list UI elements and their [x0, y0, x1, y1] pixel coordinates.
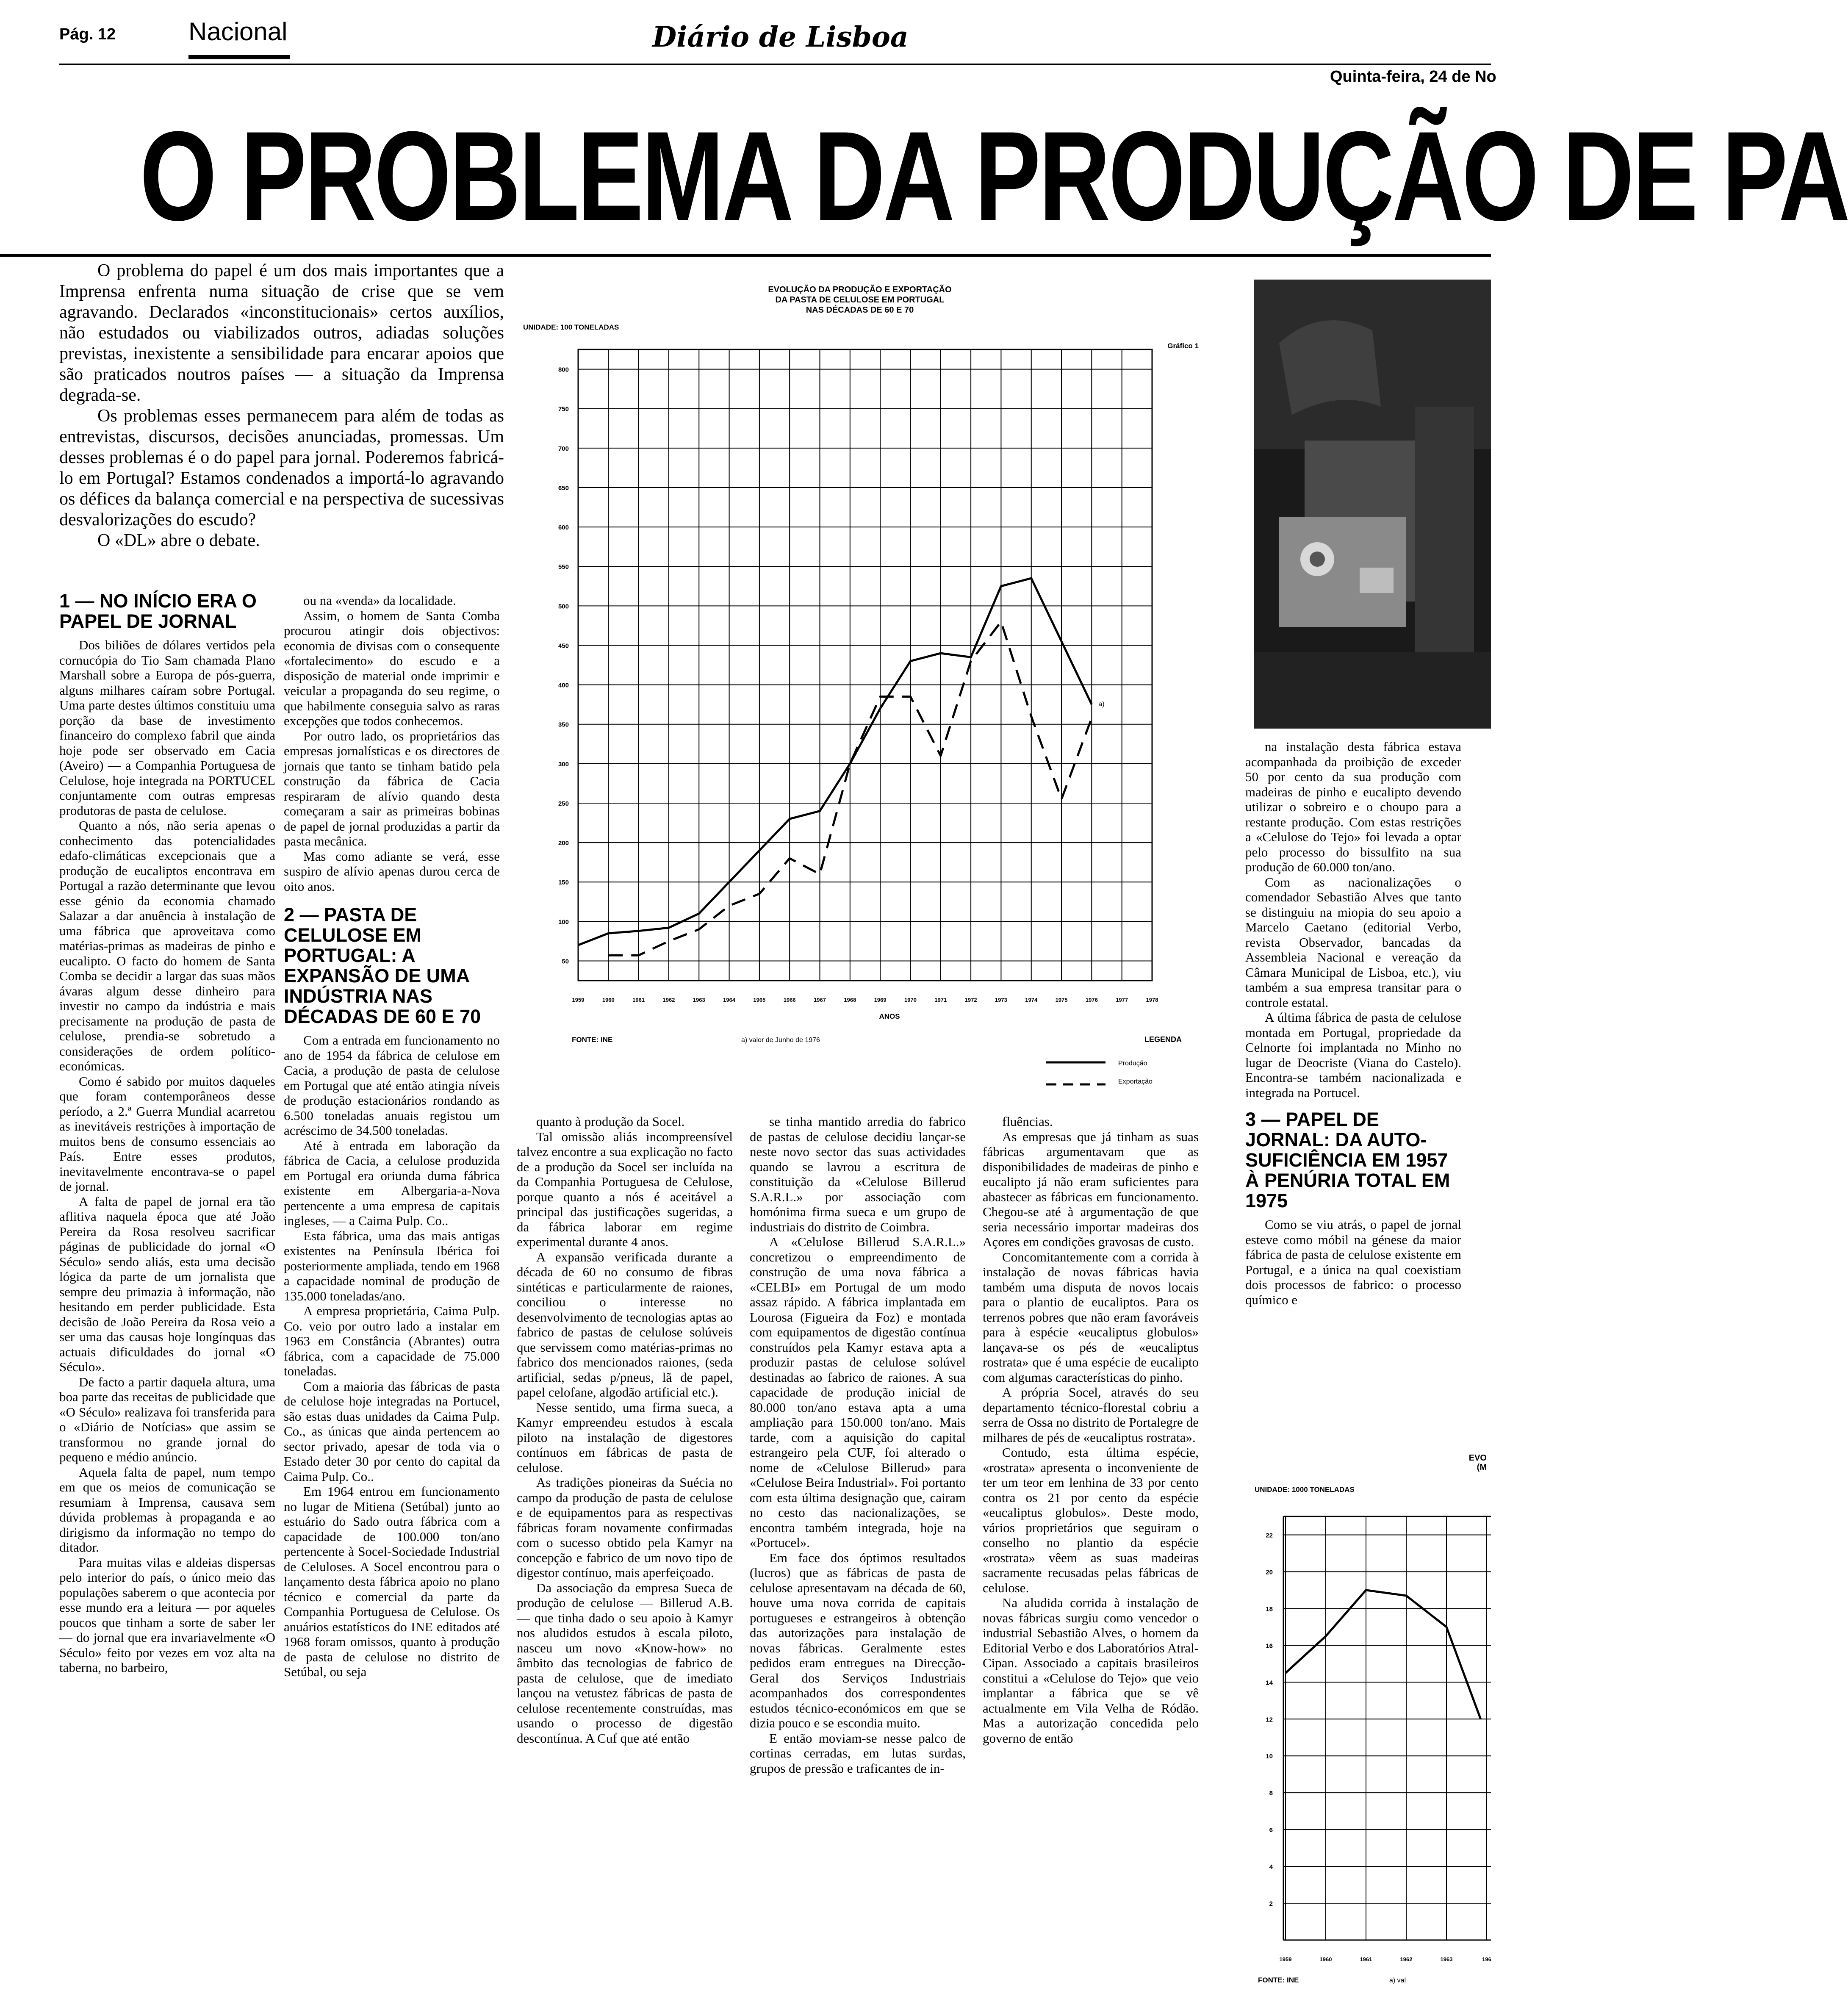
chart1-x-tick-label: 1976: [1085, 997, 1098, 1003]
chart1-y-tick-label: 100: [558, 918, 569, 926]
chart2-series: [1286, 1590, 1481, 1719]
machinery-photo: [1254, 280, 1491, 729]
chart1-y-tick-label: 700: [558, 445, 569, 452]
chart2-y-tick-label: 2: [1269, 1900, 1273, 1908]
col5-p3: Concomitantemente com a corrida à instalação de novas fábricas havia também uma disputa de novos locais para o plantio de eucaliptos. Para os terrenos pobres que não eram favoráveis para à espécie «eucaliptus globulos» lançava-se os pés de «eucaliptus rostrata» que é uma espécie de eucalipto com algumas características do pinho.: [983, 1249, 1199, 1385]
newsprint-chart: [1250, 1453, 1491, 1991]
col3-p5: As tradições pioneiras da Suécia no campo da produção de pasta de celulose e de equipamentos para as respectivas fábricas foram novamente confirmadas com o sucesso obtido pela Kamyr na concepção e fabrico de um novo tipo de digestor contínuo, mais aperfeiçoado.: [517, 1475, 733, 1580]
production-export-chart: [521, 280, 1203, 1084]
chart2-series-line: [1286, 1590, 1481, 1719]
col4-p2: A «Celulose Billerud S.A.R.L.» concretizou o empreendimento de construção de uma nova fábrica a «CELBI» em Portugal de um modo assaz rápido. A fábrica implantada em Lourosa (Figueira da Foz) e montada com equipamentos de digestão contínua construídos pela Kamyr estava apta a produzir pastas de celulose solúvel destinadas ao fabrico de raiones. A sua capacidade de produção inicial de 80.000 ton/ano estava apta a uma ampliação para 150.000 ton/ano. Mais tarde, com a aquisição do capital estrangeiro pela CUF, foi alterado o nome de «Celulose Billerud» para «Celulose Beira Industrial». Foi portanto com esta última designação que, cairam no cesto das nacionalizações, se encontra também integrada, hoje na «Portucel».: [750, 1234, 966, 1550]
chart-2-svg: [1250, 1453, 1491, 1991]
chart1-frame: [578, 349, 1152, 981]
chart1-x-tick-label: 1960: [602, 997, 615, 1003]
chart2-y-tick-label: 22: [1266, 1532, 1273, 1539]
col6-p4: Como se viu atrás, o papel de jornal esteve como móbil na génese da maior fábrica de pasta de celulose existente em Portugal, e a única na qual coexistiam dois processos de fabrico: o processo químico e: [1245, 1217, 1461, 1307]
issue-date: Quinta-feira, 24 de No: [1330, 68, 1496, 86]
col1-p2: Quanto a nós, não seria apenas o conhecimento das potencialidades edafo-climáticas excepcionais que a produção de eucaliptos encontrava em Portugal a razão determinante que levou esse génio da economia chamado Salazar a dar anuência à instalação de uma fábrica que aproveitava como matérias-primas as madeiras de pinho e eucalipto. O facto do homem de Santa Comba se decidir a largar das suas mãos ávaras algum desse dinheiro para investir no campo da indústria e mais precisamente na produção de pasta de celulose, prendia-se sobretudo a considerações de ordem político-económicas.: [59, 818, 275, 1073]
chart1-y-tick-label: 400: [558, 682, 569, 689]
section-name: Nacional: [188, 17, 288, 46]
col1-p7: Para muitas vilas e aldeias dispersas pelo interior do país, o único meio das populações saberem o que acontecia por esse mundo era a leitura — por aqueles poucos que tinham a sorte de saber ler — do jornal que era invariavelmente «O Século» feito por vezes em voz alta na taberna, no barbeiro,: [59, 1555, 275, 1675]
column-4: [750, 1114, 966, 1776]
chart1-y-ticks: [558, 366, 569, 965]
section-heading-3: 3 — PAPEL DE JORNAL: DA AUTO-SUFICIÊNCIA EM 1957 À PENÚRIA TOTAL EM 1975: [1245, 1109, 1450, 1211]
chart1-series: [578, 578, 1092, 955]
chart2-x-ticks: [1280, 1956, 1491, 1963]
machinery-photo-svg: [1254, 280, 1491, 729]
chart1-source: FONTE: INE: [572, 1036, 613, 1044]
col1-p5: De facto a partir daquela altura, uma boa parte das receitas de publicidade que «O Século» realizava foi transferida para o «Diário de Notícias» que assim se transformou no grande jornal do pequeno e médio anúncio.: [59, 1374, 275, 1464]
col2-p4: Mas como adiante se verá, esse suspiro de alívio apenas durou cerca de oito anos.: [284, 848, 500, 894]
col6-p3: A última fábrica de pasta de celulose montada em Portugal, propriedade da Celnorte foi implantada no Minho no lugar de Deocriste (Viana do Castelo). Encontra-se também nacionalizada e integrada na Portucel.: [1245, 1010, 1461, 1100]
col3-p3: A expansão verificada durante a década de 60 no consumo de fibras sintéticas e particularmente de raiones, conciliou o interesse no desenvolvimento de tecnologias aptas ao fabrico de pastas de celulose solúveis que servissem como matérias-primas no fabrico dos mencionados raiones, (seda artificial, sedas p/pneus, lã de papel, papel celofane, algodão artificial etc.).: [517, 1249, 733, 1400]
chart1-unit: UNIDADE: 100 TONELADAS: [523, 323, 619, 331]
col3-p4: Nesse sentido, uma firma sueca, a Kamyr empreendeu estudos à escala piloto na instalação de digestores contínuos em fábricas de pasta de celulose.: [517, 1400, 733, 1475]
legend-label-export: Exportação: [1118, 1078, 1153, 1085]
section-heading-1: 1 — NO INÍCIO ERA O PAPEL DE JORNAL: [59, 590, 257, 632]
col1-p6: Aquela falta de papel, num tempo em que os meios de comunicação se resumiam à Imprensa, causava sem dúvida problemas à propaganda e ao dirigismo da informação no tempo do ditador.: [59, 1464, 275, 1555]
chart1-y-tick-label: 450: [558, 642, 569, 650]
col3-p6: Da associação da empresa Sueca de produção de celulose — Billerud A.B. — que tinha dado o seu apoio à Kamyr nos aludidos estudos à escala piloto, nasceu um novo «Know-how» no âmbito das tecnologias de fabrico de pasta de celulose, que de imediato lançou na vetustez fábricas de pasta de celulose recentemente construídas, mas usando o processo de digestão descontínua. A Cuf que até então: [517, 1580, 733, 1746]
chart1-x-tick-label: 1978: [1146, 997, 1158, 1003]
chart1-x-tick-label: 1963: [693, 997, 705, 1003]
chart2-x-tick-label: 196: [1482, 1956, 1491, 1963]
chart1-y-tick-label: 600: [558, 524, 569, 532]
chart2-y-tick-label: 6: [1269, 1827, 1273, 1834]
lead-paragraphs: [59, 261, 504, 551]
chart1-note: a) valor de Junho de 1976: [741, 1037, 820, 1044]
col4-p1: se tinha mantido arredia do fabrico de pastas de celulose decidiu lançar-se neste novo sector das suas actividades quando se lavrou a escritura de constituição da «Celulose Billerud S.A.R.L.» por associação com homónima firma sueca e um grupo de industriais do distrito de Coimbra.: [750, 1114, 966, 1234]
chart1-x-tick-label: 1961: [632, 997, 645, 1003]
col5-p2: As empresas que já tinham as suas fábricas argumentavam que as disponibilidades de madeiras de pinho e eucalipto já não eram suficientes para abastecer as fábricas em funcionamento. Chegou-se até à argumentação de que seria necessário importar madeiras dos Açores em condições gravosas de custo.: [983, 1129, 1199, 1249]
col6-p2: Com as nacionalizações o comendador Sebastião Alves que tanto se distinguiu na miopia do seu apoio a Marcelo Caetano (editorial Verbo, revista Observador, bancadas da Assembleia Nacional e vereação da Câmara Municipal de Lisboa, etc.), viu também a sua empresa transitar para o controle estatal.: [1245, 874, 1461, 1010]
column-2: [284, 593, 500, 1680]
chart2-y-tick-label: 4: [1269, 1863, 1273, 1871]
chart2-y-tick-label: 18: [1266, 1605, 1273, 1613]
column-5: [983, 1114, 1199, 1746]
chart1-y-tick-label: 50: [562, 958, 569, 965]
chart1-y-tick-label: 350: [558, 721, 569, 729]
chart1-title-3: NAS DÉCADAS DE 60 E 70: [806, 305, 914, 315]
col5-p6: Na aludida corrida à instalação de novas fábricas surgiu como vencedor o industrial Sebastião Alves, o homem da Editorial Verbo e dos Laboratórios Atral-Cipan. Associado a capitais brasileiros constitui a «Celulose do Tejo» que veio implantar a fábrica que se vê actualmente em Vila Velha de Ródão. Mas a autorização concedida pelo governo de então: [983, 1595, 1199, 1746]
chart2-y-tick-label: 8: [1269, 1790, 1273, 1797]
photo-hood-shape: [1279, 320, 1381, 415]
chart2-title-2: (M: [1477, 1463, 1487, 1472]
section-heading-2: 2 — PASTA DE CELULOSE EM PORTUGAL: A EXPANSÃO DE UMA INDÚSTRIA NAS DÉCADAS DE 60 E 70: [284, 904, 481, 1027]
headline: O PROBLEMA DA PRODUÇÃO DE PA: [140, 105, 1848, 247]
chart1-x-axis-label: ANOS: [879, 1012, 900, 1020]
col2-p9: Com a maioria das fábricas de pasta de celulose hoje integradas na Portucel, são estas duas unidades da Caima Pulp. Co., as únicas que ainda pertencem ao sector privado, apesar de toda via o Estado deter 30 por cento do capital da Caima Pulp. Co..: [284, 1378, 500, 1484]
lead-p3: O «DL» abre o debate.: [97, 531, 260, 550]
chart2-unit: UNIDADE: 1000 TONELADAS: [1255, 1486, 1355, 1494]
chart1-y-tick-label: 300: [558, 760, 569, 768]
col5-p1: fluências.: [1002, 1114, 1053, 1129]
chart1-y-tick-label: 650: [558, 484, 569, 492]
chart1-x-tick-label: 1975: [1055, 997, 1068, 1003]
photo-bracket: [1360, 568, 1394, 593]
col4-p3: Em face dos óptimos resultados (lucros) que as fábricas de pasta de celulose apresentavam na década de 60, houve uma nova corrida de capitais portugueses e estrangeiros à obtenção das autorizações para instalação de novas fábricas. Geralmente estes pedidos eram entregues na Direcção-Geral dos Serviços Industriais acompanhados dos correspondentes estudos técnico-económicos em que se dizia pouco e se escondia muito.: [750, 1550, 966, 1730]
chart1-x-tick-label: 1964: [723, 997, 736, 1003]
chart1-x-tick-label: 1977: [1116, 997, 1128, 1003]
newspaper-name: Diário de Lisboa: [652, 20, 909, 53]
chart2-y-tick-label: 10: [1266, 1753, 1273, 1760]
chart1-x-tick-label: 1973: [995, 997, 1007, 1003]
chart2-x-tick-label: 1961: [1360, 1956, 1372, 1963]
col2-p6: Até à entrada em laboração da fábrica de Cacia, a celulose produzida em Portugal era oriunda duma fábrica existente em Albergaria-a-Nova pertencente a uma empresa de capitais ingleses, — a Caima Pulp. Co..: [284, 1138, 500, 1228]
col2-p5: Com a entrada em funcionamento no ano de 1954 da fábrica de celulose em Cacia, a produção de pasta de celulose em Portugal que até então atingia níveis de produção estacionários rondando as 6.500 toneladas anuais registou um acréscimo de 34.500 toneladas.: [284, 1033, 500, 1138]
chart1-y-tick-label: 550: [558, 563, 569, 571]
chart1-title-2: DA PASTA DE CELULOSE EM PORTUGAL: [775, 295, 945, 305]
chart1-graph-label: Gráfico 1: [1167, 342, 1199, 350]
chart1-x-tick-label: 1965: [753, 997, 766, 1003]
chart2-x-tick-label: 1963: [1440, 1956, 1453, 1963]
col3-p2: Tal omissão aliás incompreensível talvez encontre a sua explicação no facto de a produção da Socel ser incluída na da Companhia Portuguesa de Celulose, porque quanto a nós é aceitável a principal das justificações sugeridas, a da fábrica laborar em regime experimental durante 4 anos.: [517, 1129, 733, 1249]
photo-bolt-1-center: [1310, 552, 1325, 567]
col1-p3: Como é sabido por muitos daqueles que foram contemporâneos desse período, a 2.ª Guerra Mundial acarretou as inevitáveis restrições à importação de muitos bens de consumo essenciais ao País. Entre esses produtos, inevitavelmente encontrava-se o papel de jornal.: [59, 1073, 275, 1194]
col4-p4: E então moviam-se nesse palco de cortinas cerradas, em lutas surdas, grupos de pressão e traficantes de in-: [750, 1730, 966, 1776]
chart2-y-ticks: [1266, 1532, 1273, 1907]
chart1-x-tick-label: 1972: [964, 997, 977, 1003]
chart2-y-tick-label: 12: [1266, 1716, 1273, 1724]
col2-p1: ou na «venda» da localidade.: [303, 593, 456, 608]
col3-p1: quanto à produção da Socel.: [536, 1114, 685, 1129]
column-3: [517, 1114, 733, 1746]
chart2-y-tick-label: 20: [1266, 1569, 1273, 1576]
photo-shaft: [1415, 407, 1474, 661]
chart2-source: FONTE: INE: [1258, 1976, 1299, 1984]
chart1-x-tick-label: 1974: [1025, 997, 1038, 1003]
chart1-x-tick-label: 1962: [662, 997, 675, 1003]
chart1-legend-title: LEGENDA: [1144, 1035, 1182, 1044]
chart1-title-1: EVOLUÇÃO DA PRODUÇÃO E EXPORTAÇÃO: [768, 285, 952, 294]
photo-floor: [1254, 652, 1491, 729]
page-number: Pág. 12: [59, 25, 116, 43]
chart1-y-tick-label: 250: [558, 800, 569, 807]
col2-p8: A empresa proprietária, Caima Pulp. Co. veio por outro lado a instalar em 1963 em Constância (Abrantes) outra fábrica, com a capacidade de 75.000 toneladas.: [284, 1303, 500, 1378]
column-6: [1245, 739, 1461, 1307]
chart1-note-marker: a): [1098, 701, 1105, 708]
chart2-x-tick-label: 1959: [1279, 1956, 1292, 1963]
col6-p1: na instalação desta fábrica estava acompanhada da proibição de exceder 50 por cento da sua produção com madeiras de pinho e eucalipto devendo utilizar o sobreiro e o choupo para a restante produção. Com estas restrições a «Celulose do Tejo» foi levada a optar pelo processo do bissulfito na sua produção de 60.000 ton/ano.: [1245, 739, 1461, 874]
col2-p2: Assim, o homem de Santa Comba procurou atingir dois objectivos: economia de divisas com o consequente «fortalecimento» do escudo e a disposição de material onde imprimir e veicular a propaganda do seu regime, o que habilmente conseguia salvo as raras excepções que todos conhecemos.: [284, 608, 500, 728]
lead-p1: O problema do papel é um dos mais importantes que a Imprensa enfrenta numa situação de crise que se vem agravando. Declarados «inconstitucionais» certos auxílios, não estudados ou viabilizados outros, adiadas soluções previstas, inexistente a sensibilidade para encarar apoios que são praticados noutros países — a situação da Imprensa degrada-se.: [59, 261, 504, 405]
section-underline: [188, 55, 290, 59]
chart2-title-1: EVO: [1468, 1453, 1487, 1463]
chart1-y-tick-label: 150: [558, 879, 569, 887]
column-1: [59, 591, 275, 1675]
col1-p1: Dos biliões de dólares vertidos pela cornucópia do Tio Sam chamada Plano Marshall sobre a Europa de pós-guerra, alguns milhares caíram sobre Portugal. Uma parte destes últimos constituiu uma porção da base de investimento financeiro do complexo fabril que ainda hoje pode ser observado em Cacia (Aveiro) — a Companhia Portuguesa de Celulose, hoje integrada na PORTUCEL conjuntamente com outras empresas produtoras de pasta de celulose.: [59, 638, 275, 818]
chart2-x-tick-label: 1962: [1400, 1956, 1413, 1963]
col1-p4: A falta de papel de jornal era tão aflitiva naquela época que até João Pereira da Rosa resolveu sacrificar páginas de publicidade do jornal «O Século» sendo aliás, esta uma decisão lógica da parte de um jornalista que sempre deu primazia à informação, não hesitando em perder publicidade. Esta decisão de João Pereira da Rosa veio a ser uma das causas hoje longínquas das actuais dificuldades do jornal «O Século».: [59, 1194, 275, 1374]
chart1-grid: [578, 349, 1152, 981]
chart1-x-tick-label: 1971: [934, 997, 947, 1003]
chart1-x-ticks: [572, 997, 1158, 1003]
chart2-grid: [1283, 1516, 1491, 1940]
headline-rule: [0, 254, 1491, 257]
chart1-y-tick-label: 800: [558, 366, 569, 374]
chart1-x-tick-label: 1968: [844, 997, 856, 1003]
chart1-y-tick-label: 200: [558, 840, 569, 847]
chart1-y-tick-label: 500: [558, 603, 569, 610]
chart1-y-tick-label: 750: [558, 405, 569, 413]
chart1-x-tick-label: 1967: [814, 997, 826, 1003]
legend-label-production: Produção: [1118, 1060, 1147, 1067]
col2-p3: Por outro lado, os proprietários das empresas jornalísticas e os directores de jornais que tanto se tinham batido pela construção da fábrica de Cacia respiraram de alívio quando desta começaram a sair as primeiras bobinas de papel de jornal produzidas a partir da pasta mecânica.: [284, 728, 500, 848]
chart2-note: a) val: [1389, 1977, 1406, 1984]
lead-p2: Os problemas esses permanecem para além de todas as entrevistas, discursos, decisões anunciadas, promessas. Um desses problemas é o do papel para jornal. Poderemos fabricá-lo em Portugal? Estamos condenados a importá-lo agravando os défices da balança comercial e na perspectiva de sucessivas desvalorizações do escudo?: [59, 406, 504, 529]
chart1-x-tick-label: 1966: [783, 997, 796, 1003]
col5-p4: A própria Socel, através do seu departamento técnico-florestal cobriu a serra de Ossa no distrito de Portalegre de milhares de pés de «eucaliptus rostrata».: [983, 1385, 1199, 1445]
masthead-rule: [59, 64, 1491, 65]
chart2-y-tick-label: 14: [1266, 1679, 1273, 1687]
series-line-producao: [578, 578, 1092, 945]
chart2-x-tick-label: 1960: [1319, 1956, 1332, 1963]
chart1-x-tick-label: 1970: [904, 997, 917, 1003]
col2-p7: Esta fábrica, uma das mais antigas existentes na Península Ibérica foi posteriormente ampliada, tendo em 1968 a capacidade nominal de produção de 135.000 toneladas/ano.: [284, 1228, 500, 1303]
chart-1-svg: [521, 280, 1203, 1084]
chart1-x-tick-label: 1959: [572, 997, 585, 1003]
col2-p10: Em 1964 entrou em funcionamento no lugar de Mitiena (Setúbal) junto ao estuário do Sado outra fábrica com a capacidade de 100.000 ton/ano pertencente à Socel-Sociedade Industrial de Celuloses. A Socel encontrou para o lançamento desta fábrica apoio no plano técnico e comercial da parte da Companhia Portuguesa de Celulose. Os anuários estatísticos do INE editados até 1968 foram omissos, quanto à produção de pasta de celulose no distrito de Setúbal, ou seja: [284, 1484, 500, 1679]
col5-p5: Contudo, esta última espécie, «rostrata» apresenta o inconveniente de ter um teor em lenhina de 33 por cento contra os 21 por cento da espécie «eucaliptus globulos». Deste modo, vários proprietários que seguiram o conselho no plantio da espécie «rostrata» vêem as suas madeiras sacramente recusadas pelas fábricas de celulose.: [983, 1445, 1199, 1595]
chart1-x-tick-label: 1969: [874, 997, 887, 1003]
chart2-y-tick-label: 16: [1266, 1642, 1273, 1650]
